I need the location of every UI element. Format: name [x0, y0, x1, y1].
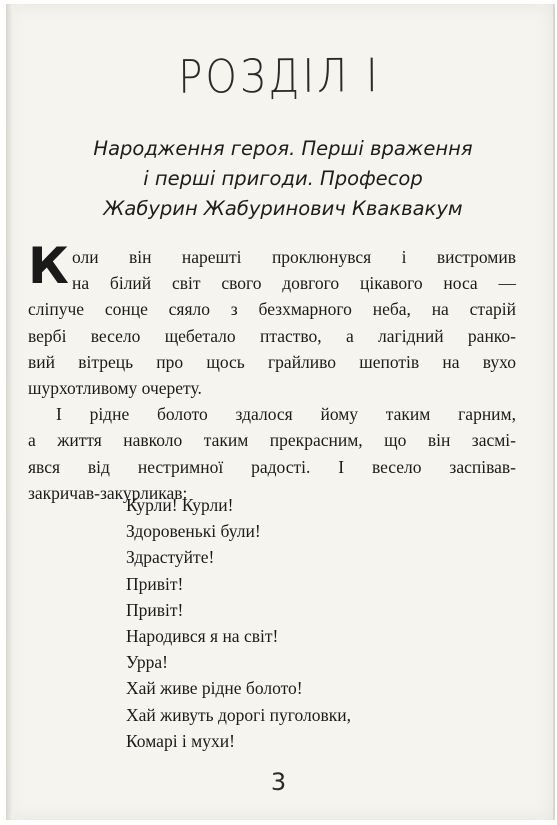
poem [126, 492, 351, 754]
poem-line: Народився я на світ! [126, 626, 279, 647]
drop-cap: К [28, 237, 69, 295]
body-text [28, 244, 516, 506]
paragraph-line: оли він нарешті проклюнувся і вистромив [72, 247, 516, 267]
chapter-title: РОЗДІЛ І [178, 49, 381, 105]
subtitle-line: Жабурин Жабуринович Кваквакум [103, 197, 463, 220]
subtitle-line: і перші пригоди. Професор [143, 167, 423, 190]
page-spine-shadow [6, 4, 14, 820]
poem-line: Привіт! [126, 573, 184, 594]
paragraph-line: а життя навколо таким прекрасним, що він засмі- [28, 430, 516, 451]
paragraph-line: явся від нестримної радості. І весело заспівав- [28, 456, 516, 477]
poem-line: Здрастуйте! [126, 547, 215, 568]
paragraph-line: шурхотливому очерету. [28, 378, 202, 399]
poem-line: Курли! Курли! [126, 495, 234, 515]
paragraph-line: сліпуче сонце сяяло з безхмарного неба, на старій [28, 299, 516, 320]
poem-line: Привіт! [126, 599, 184, 620]
page-number: 3 [270, 768, 287, 796]
paragraph-line: закричав-закурликав: [28, 482, 188, 503]
paragraph-line: на білий світ свого довгого цікавого носа — [72, 273, 516, 294]
paragraph-line: вий вітрець про щось грайливо шепотів на вухо [28, 351, 516, 372]
poem-line: Урра! [126, 652, 168, 673]
poem-line: Здоровенькі були! [126, 521, 261, 542]
poem-line: Хай живе рідне болото! [126, 678, 303, 699]
poem-line: Хай живуть дорогі пуголовки, [126, 704, 351, 725]
poem-line: Комарі і мухи! [126, 730, 235, 751]
paragraph-line: вербі весело щебетало птаство, а лагідний ранко- [28, 325, 516, 346]
chapter-subtitle [28, 134, 538, 224]
subtitle-line: Народження героя. Перші враження [93, 137, 473, 160]
paragraph-line: І рідне болото здалося йому таким гарним, [56, 404, 516, 425]
